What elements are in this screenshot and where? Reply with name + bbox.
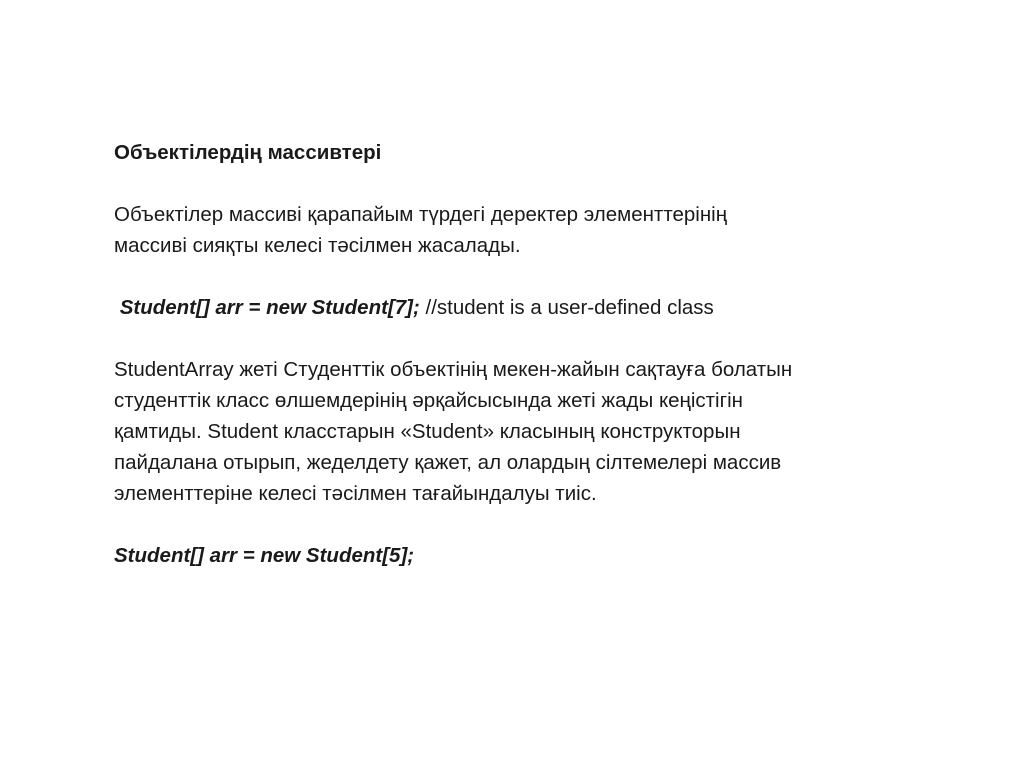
code-statement-2: Student[] arr = new Student[5];: [114, 544, 415, 567]
spacer: [114, 323, 934, 354]
spacer: [114, 261, 934, 292]
intro-line-1: Объектілер массиві қарапайым түрдегі деректер элементтерінің: [114, 203, 728, 226]
spacer: [114, 168, 934, 199]
intro-line-2: массиві сияқты келесі тәсілмен жасалады.: [114, 234, 521, 257]
code-example-1: [114, 292, 934, 323]
code-example-2: [114, 540, 934, 571]
slide-title: Объектілердің массивтері: [114, 141, 382, 164]
body-line-2: студенттік класс өлшемдерінің әрқайсысында жеті жады кеңістігін: [114, 389, 743, 412]
spacer: [114, 509, 934, 540]
intro-paragraph: [114, 199, 934, 261]
body-line-1: StudentArray жеті Студенттік объектінің мекен-жайын сақтауға болатын: [114, 358, 793, 381]
body-line-4: пайдалана отырып, жеделдету қажет, ал олардың сілтемелері массив: [114, 451, 782, 474]
body-line-3: қамтиды. Student класстарын «Student» класының конструкторын: [114, 420, 741, 443]
code-statement-1: Student[] arr = new Student[7];: [119, 296, 420, 319]
body-paragraph: [114, 354, 934, 509]
body-line-5: элементтеріне келесі тәсілмен тағайындалуы тиіс.: [114, 482, 597, 505]
slide-content: [114, 137, 934, 571]
code-comment-1: //student is a user-defined class: [425, 296, 714, 319]
